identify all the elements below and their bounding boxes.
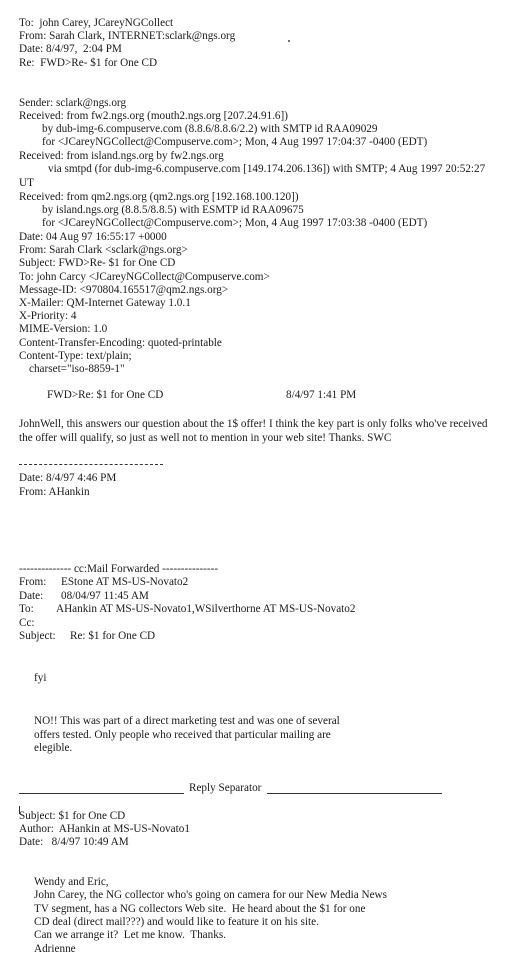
separator-rule-left	[19, 793, 184, 794]
ccmail-subject-value: Re: $1 for One CD	[70, 630, 156, 642]
routing-received-1-by: by dub-img-6.compuserve.com (8.8.6/8.8.6/2.2) with SMTP id RAA09029	[42, 123, 378, 135]
body-line-1: JohnWell, this answers our question about the 1$ offer! I think the key part is only folks who've received	[19, 418, 488, 430]
routing-received-3: Received: from qm2.ngs.org (qm2.ngs.org [192.168.100.120])	[19, 191, 299, 203]
header-from: From: Sarah Clark, INTERNET:sclark@ngs.org	[19, 30, 236, 42]
ccmail-from-label: From:	[19, 576, 47, 588]
routing-received-1: Received: from fw2.ngs.org (mouth2.ngs.org [207.24.91.6])	[19, 110, 288, 122]
ccmail-subject-label: Subject:	[19, 630, 56, 642]
fwd-subject: FWD>Re: $1 for One CD	[47, 389, 164, 401]
final-line-3: TV segment, has a NG collectors Web site. He heard about the $1 for one	[34, 903, 366, 915]
routing-received-1-for: for <JCareyNGCollect@Compuserve.com>; Mon, 4 Aug 1997 17:04:37 -0400 (EDT)	[42, 136, 428, 148]
final-line-6: Adrienne	[34, 943, 76, 955]
routing-from: From: Sarah Clark <sclark@ngs.org>	[19, 244, 188, 256]
section2-date: Date: 8/4/97 4:46 PM	[19, 472, 117, 484]
routing-received-2-ut: UT	[19, 177, 34, 189]
fyi-note: fyi	[34, 672, 47, 684]
routing-received-2-via: via smtpd (for dub-img-6.compuserve.com [149.174.206.136]) with SMTP; 4 Aug 1997 20:52:27	[48, 163, 486, 175]
ccmail-banner: -------------- cc:Mail Forwarded ---------------	[19, 563, 219, 575]
ccmail-from-value: EStone AT MS-US-Novato2	[61, 576, 189, 588]
section2-from: From: AHankin	[19, 486, 90, 498]
original-date: Date: 8/4/97 10:49 AM	[19, 836, 129, 848]
routing-charset: charset="iso-8859-1"	[29, 363, 125, 375]
routing-subject: Subject: FWD>Re- $1 for One CD	[19, 257, 176, 269]
header-re: Re: FWD>Re- $1 for One CD	[19, 57, 158, 69]
routing-to: To: john Carcy <JCareyNGCollect@Compuserve.com>	[19, 271, 270, 283]
divider-dashed	[19, 464, 163, 465]
reply-line-3: elegible.	[34, 742, 73, 754]
routing-priority: X-Priority: 4	[19, 310, 77, 322]
fwd-time: 8/4/97 1:41 PM	[286, 389, 357, 401]
original-author: Author: AHankin at MS-US-Novato1	[19, 823, 190, 835]
ccmail-date-value: 08/04/97 11:45 AM	[61, 590, 149, 602]
ccmail-to-label: To:	[19, 603, 34, 615]
reply-line-1: NO!! This was part of a direct marketing test and was one of several	[34, 715, 340, 727]
scan-speck	[288, 40, 290, 42]
original-subject: Subject: $1 for One CD	[19, 810, 126, 822]
reply-separator-label: Reply Separator	[189, 782, 262, 794]
body-line-2: the offer will qualify, so just as well not to mention in your web site! Thanks. SWC	[19, 432, 392, 444]
routing-content-type: Content-Type: text/plain;	[19, 350, 132, 362]
header-date: Date: 8/4/97, 2:04 PM	[19, 43, 122, 55]
final-line-4: CD deal (direct mail???) and would like to feature it on his site.	[34, 916, 319, 928]
routing-received-2: Received: from island.ngs.org by fw2.ngs.org	[19, 150, 224, 162]
routing-received-3-by: by island.ngs.org (8.8.5/8.8.5) with ESMTP id RAA09675	[42, 204, 304, 216]
routing-received-3-for: for <JCareyNGCollect@Compuserve.com>; Mon, 4 Aug 1997 17:03:38 -0400 (EDT)	[42, 217, 428, 229]
final-line-1: Wendy and Eric,	[34, 876, 109, 888]
final-line-2: John Carey, the NG collector who's going on camera for our New Media News	[34, 889, 387, 901]
routing-encoding: Content-Transfer-Encoding: quoted-printable	[19, 337, 222, 349]
routing-sender: Sender: sclark@ngs.org	[19, 97, 127, 109]
ccmail-cc-label: Cc:	[19, 617, 35, 629]
final-line-5: Can we arrange it? Let me know. Thanks.	[34, 929, 226, 941]
header-to: To: john Carey, JCareyNGCollect	[19, 17, 174, 29]
routing-date: Date: 04 Aug 97 16:55:17 +0000	[19, 231, 167, 243]
routing-mime: MIME-Version: 1.0	[19, 323, 108, 335]
routing-message-id: Message-ID: <970804.165517@qm2.ngs.org>	[19, 284, 229, 296]
reply-line-2: offers tested. Only people who received that particular mailing are	[34, 729, 331, 741]
ccmail-date-label: Date:	[19, 590, 44, 602]
routing-mailer: X-Mailer: QM-Internet Gateway 1.0.1	[19, 297, 191, 309]
separator-rule-right	[267, 793, 442, 794]
ccmail-to-value: AHankin AT MS-US-Novato1,WSilverthorne AT MS-US-Novato2	[56, 603, 356, 615]
